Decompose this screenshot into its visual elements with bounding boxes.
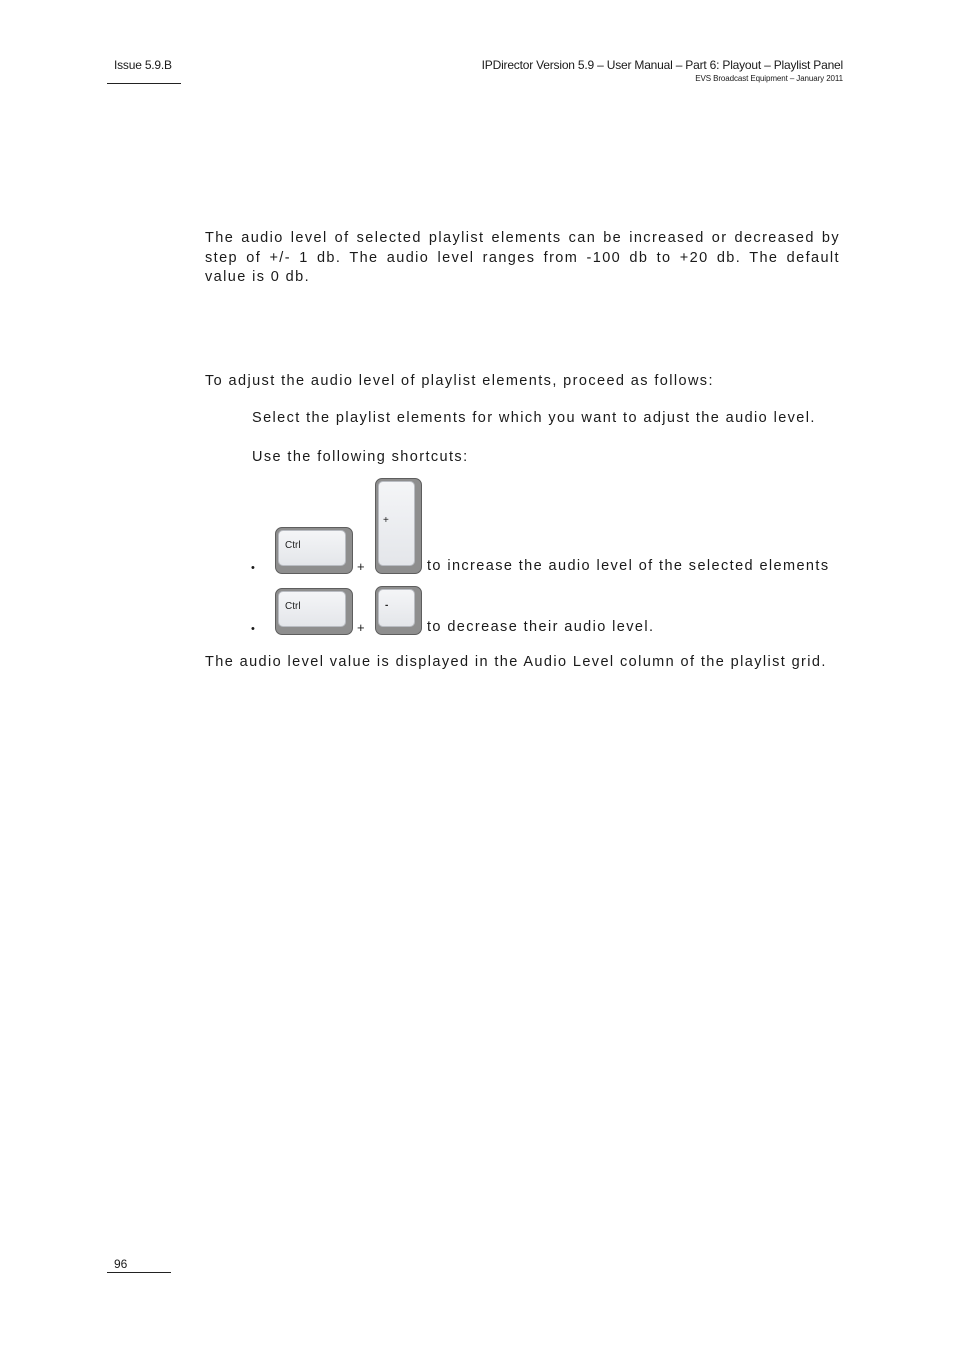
header-divider [107, 83, 181, 84]
bullet-icon: • [251, 562, 255, 574]
document-subtitle: EVS Broadcast Equipment – January 2011 [695, 74, 843, 83]
procedure-intro: To adjust the audio level of playlist elements, proceed as follows: [205, 373, 714, 389]
ctrl-key-icon [275, 527, 353, 574]
minus-key-label: - [385, 600, 389, 611]
ctrl-key-icon [275, 588, 353, 635]
footer-divider [107, 1272, 171, 1273]
plus-sign: + [357, 620, 365, 635]
plus-sign: + [357, 559, 365, 574]
decrease-description: to decrease their audio level. [427, 619, 655, 635]
intro-paragraph: The audio level of selected playlist elements can be increased or decreased by step of +/- 1 db. The audio level ranges from -100 db to +20 db. The default value is 0 db. [205, 230, 840, 285]
bullet-icon: • [251, 623, 255, 635]
step-use-shortcuts: Use the following shortcuts: [252, 449, 469, 465]
step-select-elements: Select the playlist elements for which you want to adjust the audio level. [252, 410, 816, 426]
page-number: 96 [114, 1257, 128, 1271]
plus-key-label: + [383, 515, 389, 526]
ctrl-key-label: Ctrl [285, 601, 301, 612]
minus-key-icon [375, 586, 422, 635]
issue-label: Issue 5.9.B [114, 58, 172, 72]
conclusion-paragraph: The audio level value is displayed in the Audio Level column of the playlist grid. [205, 654, 827, 670]
increase-description: to increase the audio level of the selected elements [427, 558, 830, 574]
document-title: IPDirector Version 5.9 – User Manual – Part 6: Playout – Playlist Panel [481, 58, 843, 72]
ctrl-key-label: Ctrl [285, 540, 301, 551]
plus-key-icon [375, 478, 422, 574]
